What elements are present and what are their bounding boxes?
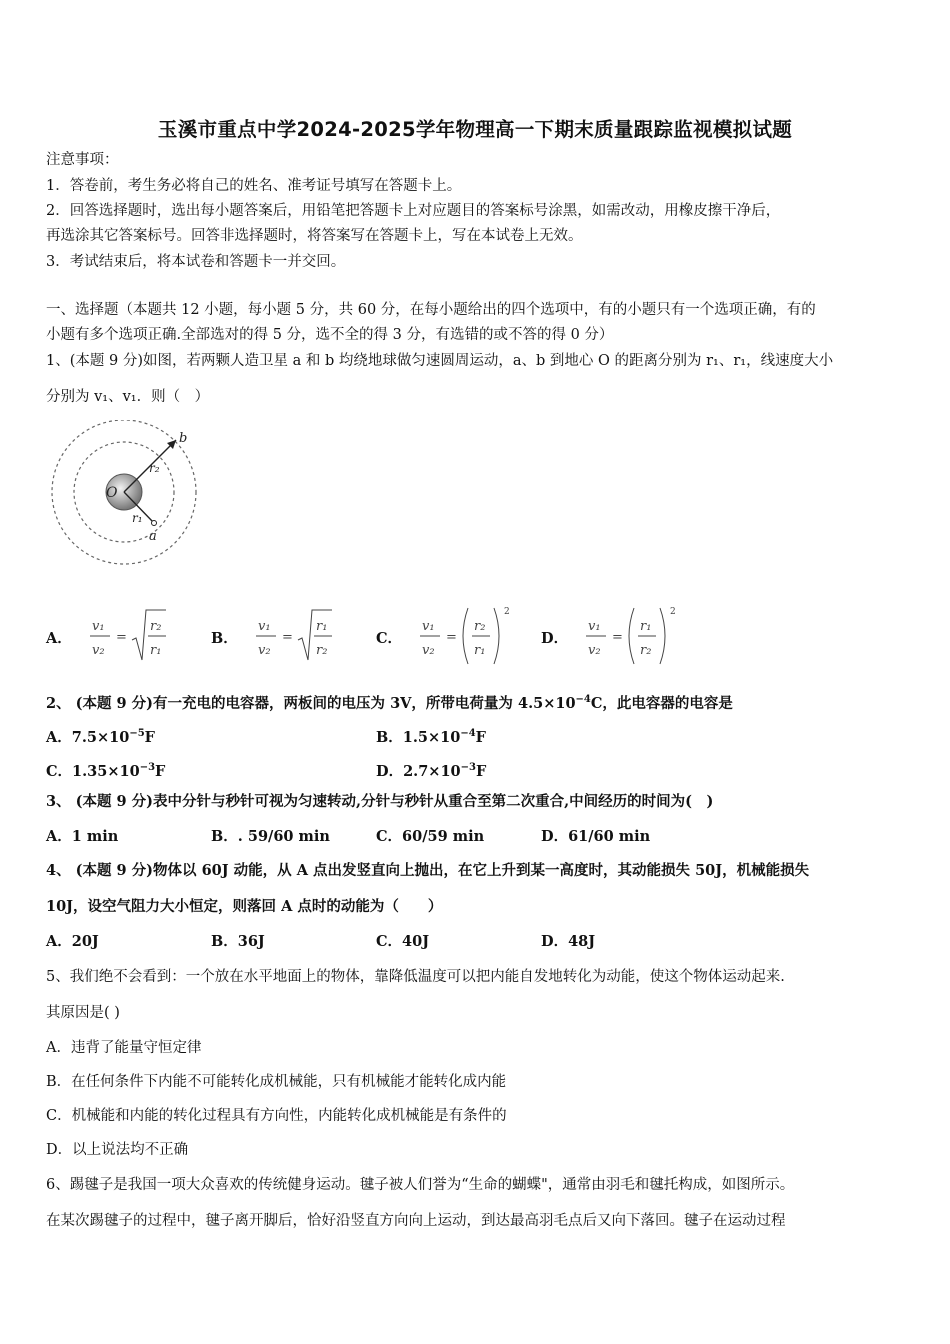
svg-text:=: =	[612, 630, 623, 645]
svg-text:r₂: r₂	[474, 619, 486, 634]
q5-option-c[interactable]: C．机械能和内能的转化过程具有方向性，内能转化成机械能是有条件的	[46, 1108, 507, 1124]
notice-item-3: 3．考试结束后，将本试卷和答题卡一并交回。	[46, 254, 346, 270]
svg-text:r₁: r₁	[640, 619, 652, 634]
svg-text:v₁: v₁	[588, 619, 601, 634]
q1-option-b-formula	[254, 602, 344, 672]
notice-heading: 注意事项：	[46, 152, 119, 168]
q1-option-c[interactable]: C． v₁ v₂ = r₂ r₁ 2	[376, 602, 518, 672]
q6-stem-line2: 在某次踢毽子的过程中，毽子离开脚后，恰好沿竖直方向向上运动，到达最高羽毛点后又向下落回。毽子在运动过程	[46, 1213, 786, 1229]
label-r1: r₁	[132, 511, 143, 525]
q1-option-a[interactable]: A． v₁ v₂ = r₂ r₁	[46, 602, 178, 672]
q4-option-a[interactable]: A．20J	[46, 933, 99, 950]
svg-text:r₂: r₂	[640, 643, 652, 658]
q4-stem-line1: 4、 (本题 9 分)物体以 60J 动能，从 A 点出发竖直向上抛出，在它上升到某一高度时，其动能损失 50J，机械能损失	[46, 862, 810, 879]
label-r2: r₂	[149, 461, 160, 475]
q5-stem-line2: 其原因是( )	[46, 1005, 120, 1021]
svg-text:v₁: v₁	[422, 619, 435, 634]
q3-option-a[interactable]: A．1 min	[46, 828, 119, 845]
q6-stem-line1: 6、踢毽子是我国一项大众喜欢的传统健身运动。毽子被人们誉为“生命的蝴蝶"，通常由羽毛和毽托构成，如图所示。	[46, 1177, 795, 1193]
svg-text:=: =	[446, 630, 457, 645]
svg-text:r₁: r₁	[149, 643, 162, 658]
svg-text:r₁: r₁	[315, 619, 328, 634]
q3-option-b[interactable]: B．. 59/60 min	[211, 828, 330, 845]
svg-text:r₁: r₁	[474, 643, 486, 658]
q3-option-d[interactable]: D．61/60 min	[541, 828, 651, 845]
q5-stem-line1: 5、我们绝不会看到：一个放在水平地面上的物体，靠降低温度可以把内能自发地转化为动能，使这个物体运动起来.	[46, 969, 785, 985]
q4-option-d[interactable]: D．48J	[541, 933, 596, 950]
svg-text:v₂: v₂	[588, 643, 601, 658]
svg-text:2: 2	[670, 607, 676, 617]
section-heading-line1: 一、选择题（本题共 12 小题，每小题 5 分，共 60 分，在每小题给出的四个选项中，有的小题只有一个选项正确，有的	[46, 302, 816, 318]
q1-option-d-formula	[584, 602, 684, 672]
q3-stem: 3、 (本题 9 分)表中分针与秒针可视为匀速转动,分针与秒针从重合至第二次重合,中间经历的时间为( )	[46, 793, 714, 810]
svg-text:=: =	[115, 630, 127, 645]
svg-text:r₂: r₂	[315, 643, 328, 658]
svg-text:v₁: v₁	[91, 619, 105, 634]
q4-stem-line2: 10J，设空气阻力大小恒定，则落回 A 点时的动能为（ ）	[46, 898, 443, 915]
notice-item-2b: 再选涂其它答案标号。回答非选择题时，将答案写在答题卡上，写在本试卷上无效。	[46, 228, 583, 244]
svg-text:2: 2	[504, 607, 510, 617]
q1-stem-line2: 分别为 v₁、v₁．则（ ）	[46, 389, 210, 405]
section-heading-line2: 小题有多个选项正确.全部选对的得 5 分，选不全的得 3 分，有选错的或不答的得 0 分）	[46, 327, 614, 343]
svg-text:v₂: v₂	[257, 643, 271, 658]
notice-item-2a: 2．回答选择题时，选出每小题答案后，用铅笔把答题卡上对应题目的答案标号涂黑，如需改动，用橡皮擦干净后，	[46, 203, 781, 219]
notice-item-1: 1．答卷前，考生务必将自己的姓名、准考证号填写在答题卡上。	[46, 178, 462, 194]
q5-option-a[interactable]: A．违背了能量守恒定律	[46, 1040, 202, 1056]
svg-text:v₂: v₂	[422, 643, 435, 658]
satellite-a-dot	[152, 521, 157, 526]
q2-stem: 2、 (本题 9 分)有一充电的电容器，两板间的电压为 3V，所带电荷量为 $4.5\times 10^{-4}C$，此电容器的电容是	[46, 694, 733, 712]
q3-option-c[interactable]: C．60/59 min	[376, 828, 485, 845]
svg-text:r₂: r₂	[149, 619, 162, 634]
q2-option-b[interactable]: B．$1.5\times 10^{-4}F$	[376, 728, 486, 746]
svg-text:v₂: v₂	[91, 643, 105, 658]
q1-option-a-formula	[88, 602, 178, 672]
q1-option-d[interactable]: D． v₁ v₂ = r₁ r₂ 2	[541, 602, 684, 672]
exam-title: 玉溪市重点中学2024-2025学年物理高一下期末质量跟踪监视模拟试题	[157, 118, 793, 141]
q5-option-b[interactable]: B．在任何条件下内能不可能转化成机械能，只有机械能才能转化成内能	[46, 1074, 507, 1090]
svg-text:=: =	[281, 630, 293, 645]
label-b: b	[179, 431, 188, 446]
q1-option-c-formula	[418, 602, 518, 672]
q1-stem-line1: 1、(本题 9 分)如图，若两颗人造卫星 a 和 b 均绕地球做匀速圆周运动，a、b 到地心 O 的距离分别为 r₁、r₁，线速度大小	[46, 353, 834, 369]
q4-option-b[interactable]: B．36J	[211, 933, 265, 950]
q1-option-b[interactable]: B． v₁ v₂ = r₁ r₂	[211, 602, 344, 672]
satellite-orbit-diagram	[46, 420, 206, 570]
q5-option-d[interactable]: D．以上说法均不正确	[46, 1142, 189, 1158]
q4-option-c[interactable]: C．40J	[376, 933, 430, 950]
label-O: O	[106, 485, 118, 501]
q2-option-c[interactable]: C．$1.35\times 10^{-3}F$	[46, 762, 166, 780]
svg-text:v₁: v₁	[257, 619, 271, 634]
q2-option-d[interactable]: D．$2.7\times 10^{-3}F$	[376, 762, 487, 780]
q2-option-a[interactable]: A．$7.5\times 10^{-5}F$	[46, 728, 155, 746]
label-a: a	[149, 529, 157, 544]
